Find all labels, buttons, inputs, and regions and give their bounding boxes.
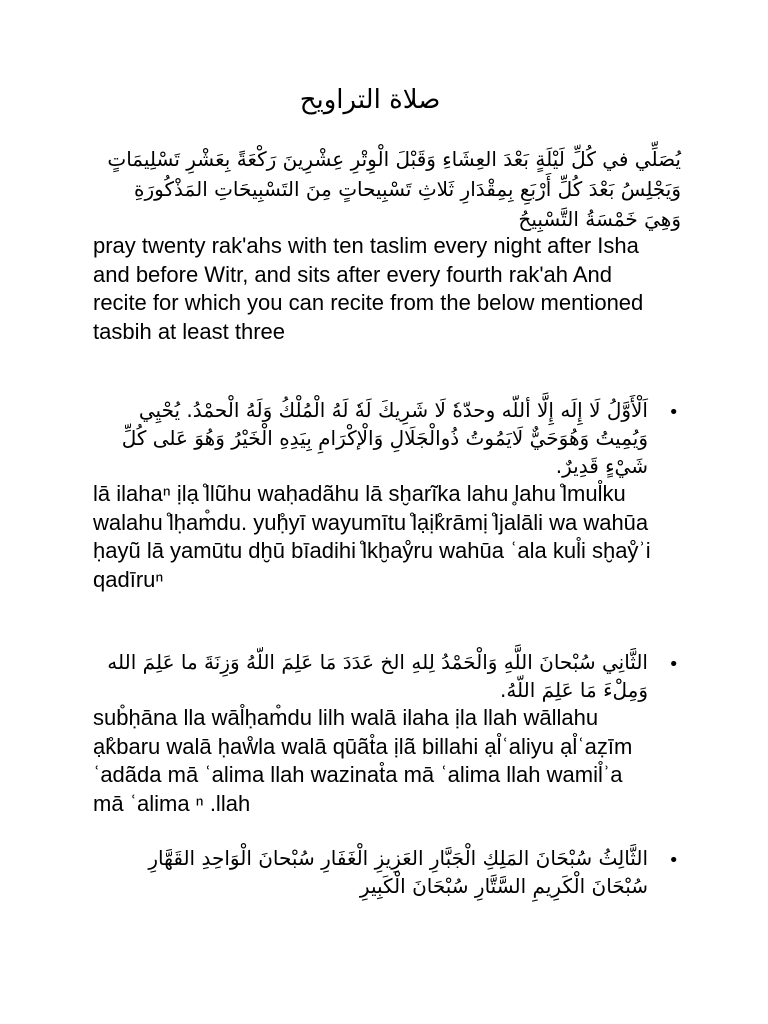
bullet-icon: • bbox=[668, 402, 679, 423]
list-item-third-tasbih bbox=[93, 844, 679, 900]
bullet-icon: • bbox=[668, 850, 679, 871]
item-transliteration: lā ilahaⁿ ịlạ ̊llũhu waḥadãhu lā sḫarĩka lahu ̥lahu ̊lmul̊ku walahu ̊lḥam̊du. yuḥ̊yī wayumītu ̊lạịk̊rāmị ̊ljalāli wa wahūa ḥayũ lā yamūtu dḫū bīadihi ̊lkḫaẙru wahūa ʿala kul̊i sḫaẙʾi qadīruⁿ bbox=[93, 481, 651, 592]
item-arabic-text: الثَّالِثُ سُبْحَانَ المَلِكِ الْجَبَّارِ العَزِيزِ الْغَفَارِ سُبْحانَ الْوَاحِدِ القَهَّارِ سُبْحَانَ الْكَرِيمِ السَّتَّارِ سُبْحَانَ الْكَبِيرِ bbox=[148, 846, 648, 898]
list-item-first-tasbih bbox=[93, 396, 679, 594]
item-arabic-text: اَلْأَوَّلُ لَا إِلَه إِلَّا أللّه وحدّهٗ لَا شَرِيكَ لَهٗ لَهُ الْمُلْكُ وَلَهُ الْحمْدُ. يُحْيِي وَيُمِيتُ وَهُوَحَيٌّ لَايَمُوتُ ذُوالْجَلَالِ وَالْإكْرَامِ بِيَدِهِ الْخَيْرُ وَهُوَ عَلى كُلِّ شَيْءٍ قَدِيرٌ. bbox=[121, 398, 648, 478]
page-title: صلاة التراويح bbox=[299, 85, 441, 115]
item-transliteration: sub̊ḥāna lla wāl̊ḥam̊du lilh walā ilaha ịla llah wāllahu ạk̊baru walā ḥaẘla walā qūãt̊a ịlã billahi ạl̊ʿaliyu ạl̊ʿaẓīm ʿadãda mā ʿalima llah wazinat̊a mā ʿalima llah wamil̊ʾa mā ʿalima ⁿ .llah bbox=[93, 705, 633, 816]
list-item-second-tasbih bbox=[93, 648, 679, 818]
intro-arabic-paragraph: يُصَلِّي في كُلِّ لَيْلَةٍ بَعْدَ العِشَاءِ وَقَبْلَ الْوِتْرِ عِشْرِينَ رَكْعَةً بِعَشْرِ تَسْلِيمَاتٍ وَيَجْلِسُ بَعْدَ كُلِّ أَرْبَعِ بِمِقْدَارِ ثَلاثِ تَسْبِيحاتٍ مِنَ التَسْبِيحَاتِ المَذْكُورَةِ وَهِيَ خَمْسَةُ التَّسْبِيحُ bbox=[107, 147, 681, 231]
bullet-icon: • bbox=[668, 654, 679, 675]
item-arabic-text: الثَّانِي سُبْحانَ اللَّهِ وَالْحَمْدُ لِلهِ الخ عَدَدَ مَا عَلِمَ اللّهُ وَزِنَةَ ما عَلِمَ الله وَمِلْءَ مَا عَلِمَ اللّهُ. bbox=[107, 650, 648, 702]
intro-english-paragraph: pray twenty rak'ahs with ten taslim every night after Isha and before Witr, and sits after every fourth rak'ah And recite for which you can recite from the below mentioned tasbih at least three bbox=[93, 233, 644, 344]
